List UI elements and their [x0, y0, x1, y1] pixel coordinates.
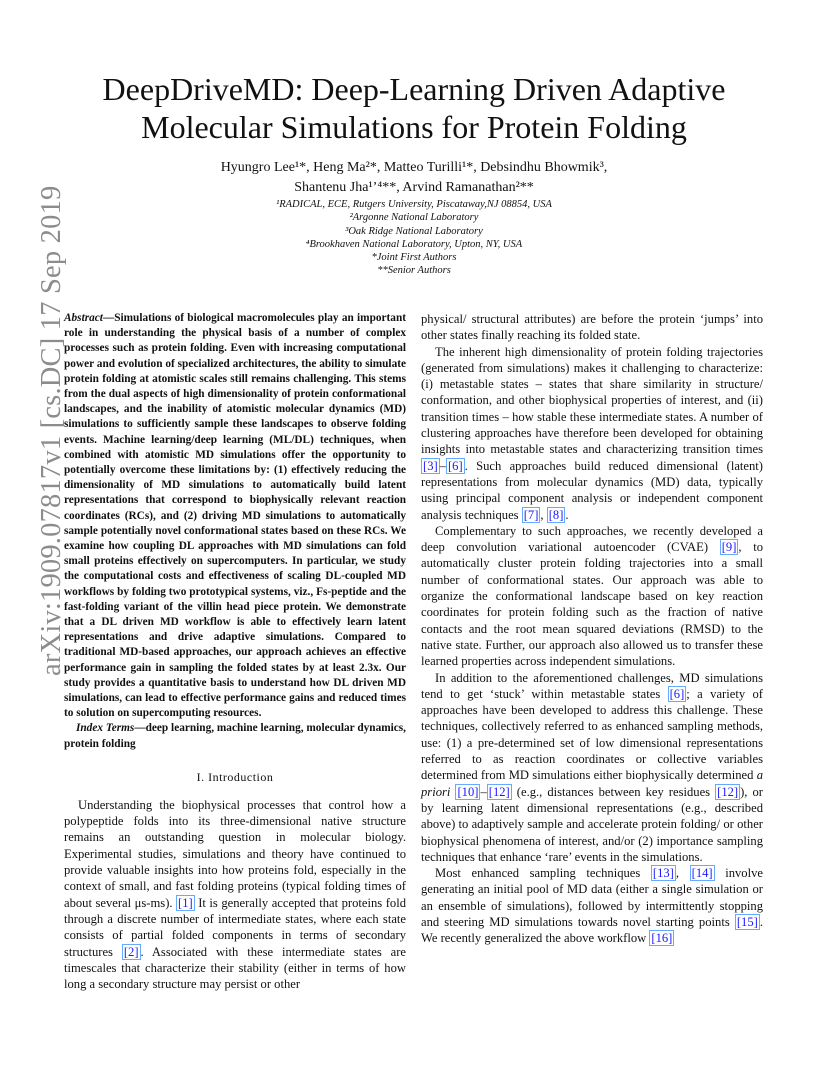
affiliation-note-joint: *Joint First Authors [371, 252, 457, 264]
citation-link[interactable]: [9] [721, 540, 737, 555]
rp1-text-2: – [439, 458, 446, 473]
affiliation-note-senior: **Senior Authors [377, 265, 451, 277]
affiliation-4: ⁴Brookhaven National Laboratory, Upton, NY, USA [305, 238, 523, 250]
index-terms-text: —deep learning, machine learning, molecular dynamics, protein folding [64, 722, 406, 750]
author-list [100, 158, 728, 198]
rp1-text-1: The inherent high dimensionality of protein folding trajectories (generated from simulations) makes it challenging to characterize: (i) metastable states – states that share similarity in structure/ conformation, and other biophysical properties of interest, and (ii) transition times – how stable these intermediate states. A number of clustering approaches have therefore been developed for obtaining insights into metastable states and characterizing transition times [421, 344, 763, 457]
citation-link[interactable]: [1] [178, 895, 193, 910]
citation-link[interactable]: [12] [717, 784, 739, 799]
affiliation-list [100, 198, 728, 278]
index-terms [64, 721, 406, 751]
citation-link[interactable]: [15] [736, 914, 758, 929]
arxiv-id-text: arXiv:1909.07817v1 [cs.DC] 17 Sep 2019 [36, 185, 67, 676]
author-line-2: Shantenu Jha¹ʼ⁴**, Arvind Ramanathan²** [294, 180, 534, 195]
rp3-text-4: – [480, 784, 487, 799]
affiliation-1: ¹RADICAL, ECE, Rutgers University, Piscataway,NJ 08854, USA [276, 199, 552, 210]
rp4-text-4: . We recently generalized the above workflow [421, 914, 763, 946]
rp4-text-1: Most enhanced sampling techniques [435, 866, 651, 881]
rp1-text-4: , [540, 507, 547, 522]
right-paragraph-2 [421, 523, 763, 670]
title-line-1: DeepDriveMD: Deep-Learning Driven Adaptive [102, 71, 726, 107]
citation-link[interactable]: [6] [669, 686, 685, 701]
citation-link[interactable]: [12] [488, 784, 510, 799]
intro-paragraph-1 [64, 797, 406, 993]
intro-p1-text-1: Understanding the biophysical processes that control how a polypeptide folds into its three-dimensional native structure remains an outstanding question in molecular biology. Experimental studies, simulations and theory have continued to provide valuable insights into how proteins fold, especially in the context of small, and fast folding proteins (typical folding times of about several μs-ms). [64, 797, 406, 910]
citation-link[interactable]: [7] [523, 507, 539, 522]
citation-link[interactable]: [14] [691, 866, 713, 881]
affiliation-2: ²Argonne National Laboratory [349, 212, 479, 224]
abstract-lead: Abstract [64, 312, 103, 324]
title-line-2: Molecular Simulations for Protein Folding [141, 109, 687, 145]
right-paragraph-continuation: physical/ structural attributes) are before the protein ‘jumps’ into other states finally reaching its folded state. [421, 312, 763, 343]
rp4-text-3: involve generating an initial pool of MD data (either a single simulation or an ensemble of simulations), followed by intermittently stopping and steering MD simulations towards novel starting points [421, 866, 763, 929]
citation-link[interactable]: [10] [457, 784, 479, 799]
citation-link[interactable]: [6] [447, 458, 463, 473]
rp4-text-2: , [675, 866, 690, 881]
citation-link[interactable]: [8] [548, 507, 564, 522]
rp3-text-6: ), or by learning latent dimensional representations (e.g., described above) to adaptively sample and accelerate protein folding/ or other biophysical phenomena of interest, and/or (2) importance sampling techniques that enhance ‘rare’ events in the simulations. [421, 784, 763, 864]
arxiv-identifier-stamp [0, 0, 67, 1072]
citation-link[interactable]: [16] [651, 931, 673, 946]
index-terms-lead: Index Terms [76, 722, 135, 735]
citation-link[interactable]: [13] [652, 866, 674, 881]
rp3-text-2: ; a variety of approaches have been developed to address this challenge. These techniques, collectively referred to as enhanced sampling methods, use: (1) a pre-determined set of low dimensional representations referred to as reaction coordinates or collective variables determined from MD simulations either biophysically determined [421, 686, 763, 783]
author-line-1: Hyungro Lee¹*, Heng Ma²*, Matteo Turilli¹*, Debsindhu Bhowmik³, [220, 160, 608, 175]
paper-title [60, 70, 768, 146]
rp3-text-1: In addition to the aforementioned challenges, MD simulations tend to get ‘stuck’ within metastable states [421, 670, 763, 701]
rp2-text-2: , to automatically cluster protein folding trajectories into a small number of conformational states. Our approach was able to organize the conformational landscape based on key reaction coordinates for protein folding such as the fraction of native contacts and the root mean squared deviations (RMSD) to the native state. Further, our approach also allowed us to transfer these learned properties across independent simulations. [421, 540, 763, 669]
rp3-italic-a-priori: a priori [421, 768, 763, 799]
intro-p1-text-3: . Associated with these intermediate states are timescales that characterize their stability (either in terms of how long a secondary structure may persist or other [64, 944, 406, 992]
affiliation-3: ³Oak Ridge National Laboratory [345, 225, 483, 237]
right-paragraph-3 [421, 670, 763, 866]
citation-link[interactable]: [3] [423, 458, 438, 473]
rp2-text-1: Complementary to such approaches, we recently developed a deep convolution variational autoencoder (CVAE) [421, 523, 763, 555]
rp3-text-5: (e.g., distances between key residues [511, 784, 716, 799]
section-heading-introduction: I. Introduction [196, 769, 274, 784]
abstract [64, 311, 406, 721]
abstract-text: —Simulations of biological macromolecules play an important role in understanding the physical basis of a number of complex processes such as protein folding. Even with increasing computational power and evolution of specialized architectures, the ability to simulate protein folding at atomistic scales still remains challenging. This stems from the dual aspects of high dimensionality of protein conformational landscapes, and the inability of atomistic molecular dynamics (MD) simulations to sufficiently sample these landscapes to observe folding events. Machine learning/deep learning (ML/DL) techniques, when combined with atomistic MD simulations offer the opportunity to potentially overcome these limitations by: (1) effectively reducing the dimensionality of MD simulations to automatically build latent representations that correspond to biophysically relevant reaction coordinates (RCs), and (2) driving MD simulations to automatically sample potentially novel conformational states based on these RCs. We examine how coupling DL approaches with MD simulations can fold small proteins effectively on supercomputers. In particular, we study the computational costs and effectiveness of scaling DL-coupled MD workflows by folding two prototypical systems, viz., Fs-peptide and the fast-folding variant of the villin head piece protein. We demonstrate that a DL driven MD workflow is able to effectively learn latent representations and drive adaptive simulations. Compared to traditional MD-based approaches, our approach achieves an effective performance gain in sampling the folded states by at least 2.3x. Our study provides a quantitative basis to understand how DL driven MD simulations, can lead to effective performance gains and reduced times to solution on supercomputing resources. [64, 312, 406, 720]
rp1-text-3: . Such approaches build reduced dimensional (latent) representations from molecular dynamics (MD) data, typically using principal component analysis or independent component analysis techniques [421, 458, 763, 522]
left-column [64, 311, 406, 992]
right-paragraph-4 [421, 865, 763, 946]
intro-p1-text-2: It is generally accepted that proteins fold through a discrete number of intermediate states, where each state consists of partial folded components in terms of secondary structures [64, 895, 406, 959]
right-column [421, 311, 763, 947]
rp1-text-5: . [565, 507, 569, 522]
citation-link[interactable]: [2] [123, 944, 139, 959]
right-paragraph-1 [421, 344, 763, 523]
